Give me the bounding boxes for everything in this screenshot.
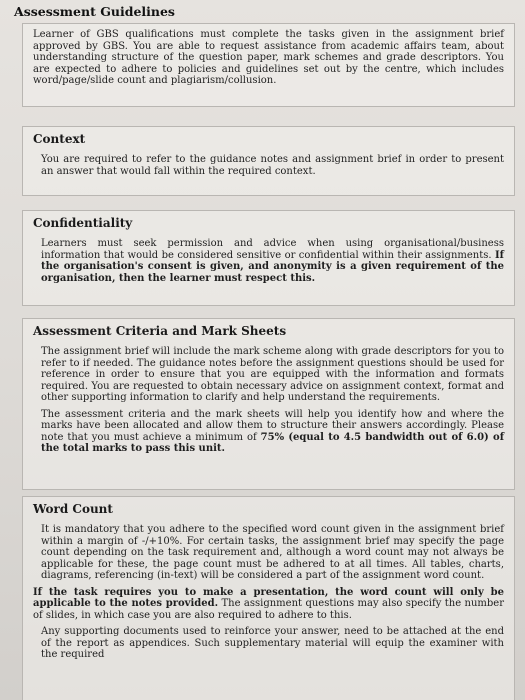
word-count-section bbox=[22, 496, 515, 700]
criteria-section bbox=[22, 318, 515, 490]
confidentiality-section bbox=[22, 210, 515, 306]
context-title: Context bbox=[33, 132, 86, 146]
word-count-para-2-body: The assignment questions may also specify the number of slides, in which case you are also required to adhere to this. bbox=[33, 598, 505, 621]
criteria-para-2 bbox=[41, 409, 504, 455]
word-count-para-2 bbox=[33, 587, 504, 622]
context-text: You are required to refer to the guidance notes and assignment brief in order to present an answer that would fall within the required context. bbox=[41, 154, 504, 177]
word-count-title: Word Count bbox=[33, 502, 113, 516]
word-count-para-1: It is mandatory that you adhere to the specified word count given in the assignment brief within a margin of -/+10%. For certain tasks, the assignment brief may specify the page count depending on the task requirement and, although a word count may not always be applicable for these, the page count must be adhered to at all times. All tables, charts, diagrams, referencing (in-text) will be considered a part of the assignment word count. bbox=[41, 524, 504, 581]
criteria-para-1: The assignment brief will include the mark scheme along with grade descriptors for you to refer to if needed. The guidance notes before the assignment questions should be used for reference in order to ensure that you are equipped with the information and formats required. You are requested to obtain necessary advice on assignment context, format and other supporting information to clarify and help understand the requirements. bbox=[41, 346, 504, 403]
word-count-para-3: Any supporting documents used to reinforce your answer, need to be attached at the end of the report as appendices. Such supplementary material will equip the examiner with the required bbox=[41, 626, 504, 660]
criteria-para-2-bold: 75% (equal to 4.5 bandwidth out of 6.0) of the total marks to pass this unit. bbox=[41, 431, 504, 454]
guidelines-section bbox=[22, 23, 515, 107]
guidelines-title: Assessment Guidelines bbox=[14, 4, 175, 19]
word-count-para-2-bold: If the task requires you to make a presentation, the word count will only be applicable to the notes provided. bbox=[33, 586, 504, 609]
context-section bbox=[22, 126, 515, 196]
criteria-title: Assessment Criteria and Mark Sheets bbox=[33, 324, 287, 338]
confidentiality-text bbox=[41, 238, 504, 284]
confidentiality-body: Learners must seek permission and advice when using organisational/business information that would be considered sensitive or confidential within their assignments. bbox=[41, 238, 504, 261]
confidentiality-bold: If the organisation's consent is given, and anonymity is a given requirement of the organisation, then the learner must respect this. bbox=[41, 249, 504, 284]
criteria-para-2-body: The assessment criteria and the mark sheets will help you identify how and where the marks have been allocated and allow them to structure their answers accordingly. Please note that you must achieve a minimum of bbox=[41, 408, 504, 443]
confidentiality-title: Confidentiality bbox=[33, 216, 133, 230]
guidelines-text: Learner of GBS qualifications must complete the tasks given in the assignment brief approved by GBS. You are able to request assistance from academic affairs team, about understanding structure of the question paper, mark schemes and grade descriptors. You are expected to adhere to policies and guidelines set out by the centre, which includes word/page/slide count and plagiarism/collusion. bbox=[33, 29, 504, 86]
